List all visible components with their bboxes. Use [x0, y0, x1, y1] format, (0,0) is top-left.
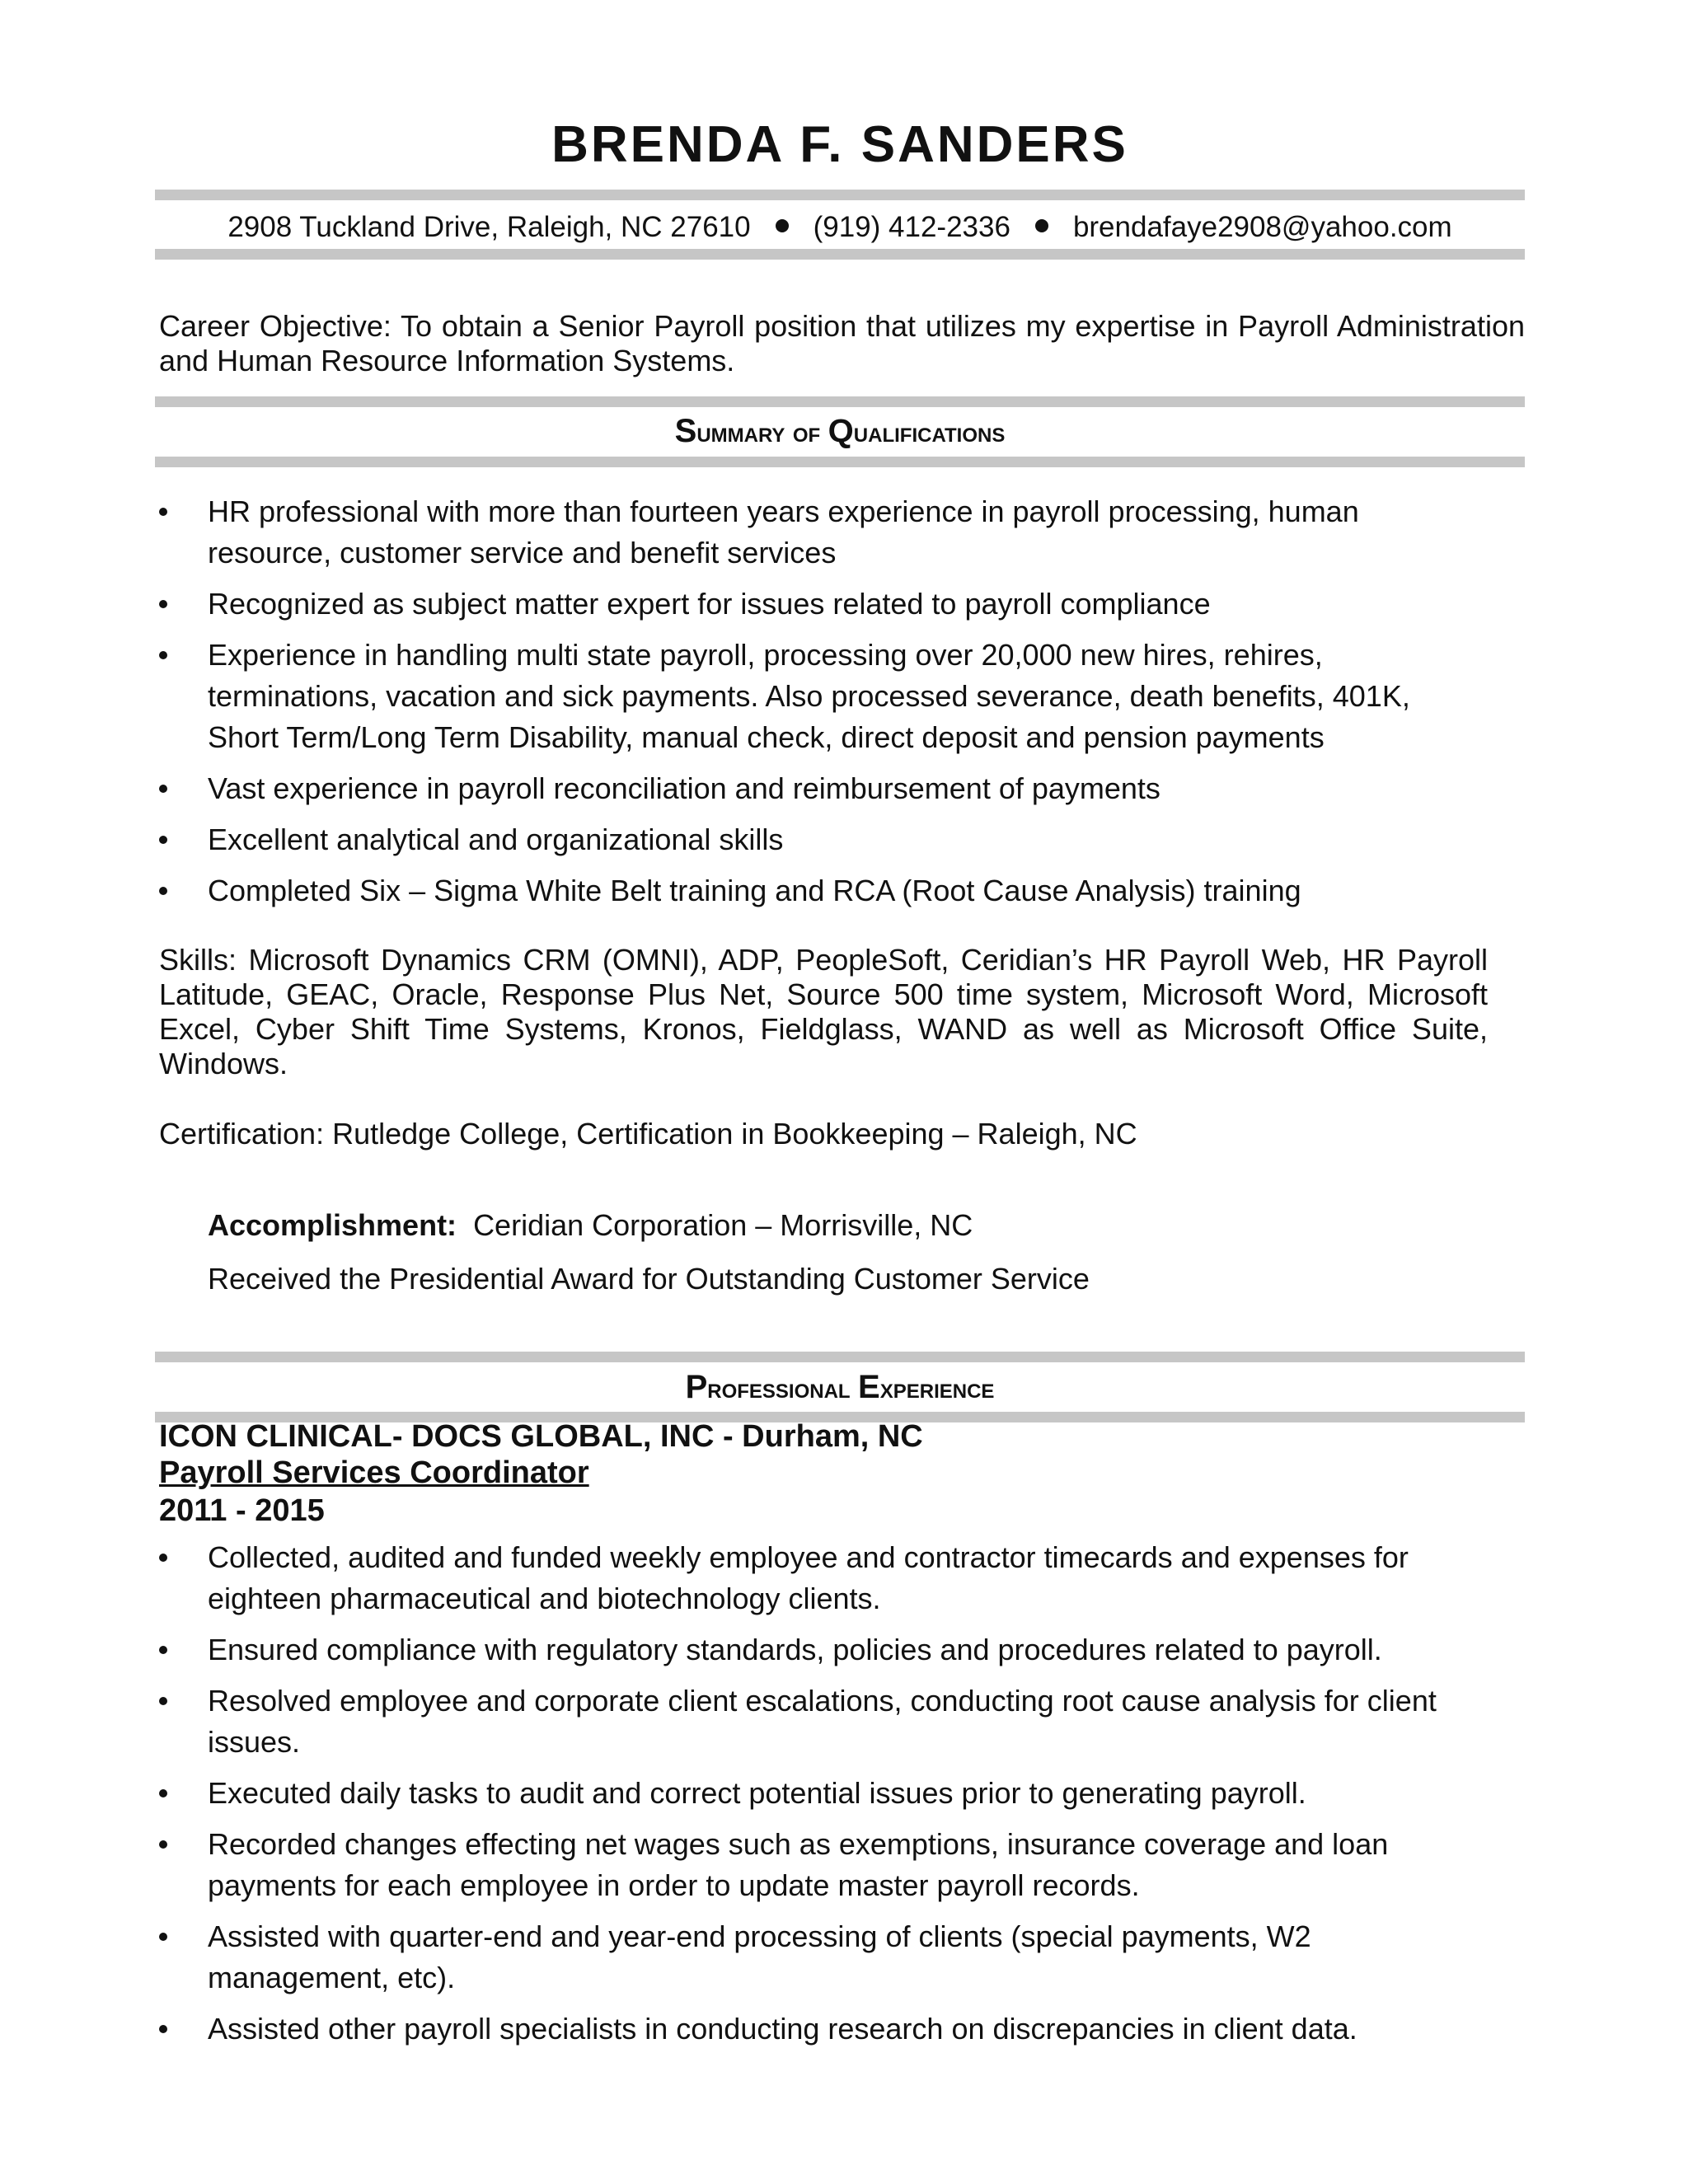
accomplishment-label: Accomplishment: — [208, 1208, 457, 1242]
list-item: HR professional with more than fourteen years experience in payroll processing, human resource, customer service and benefit services — [0, 491, 1688, 574]
accomplishment-org: Ceridian Corporation – Morrisville, NC — [473, 1208, 973, 1242]
candidate-name: BRENDA F. SANDERS — [551, 116, 1128, 173]
bullet-icon — [159, 600, 167, 608]
divider-bar — [155, 457, 1525, 467]
list-item: Assisted other payroll specialists in conducting research on discrepancies in client data. — [0, 2008, 1688, 2050]
certification: Certification: Rutledge College, Certification in Bookkeeping – Raleigh, NC — [159, 1117, 1137, 1151]
divider-bar — [155, 249, 1525, 260]
list-item: Experience in handling multi state payroll, processing over 20,000 new hires, rehires, terminations, vacation and sick payments. Also processed severance, death benefits, 401K, Short Term/Long Term Disability, manual check, direct deposit and pension payments — [0, 635, 1688, 758]
bullet-icon — [159, 1554, 167, 1562]
list-item: Resolved employee and corporate client escalations, conducting root cause analysis for client issues. — [0, 1680, 1688, 1763]
experience-list — [0, 1537, 1688, 2050]
list-item: Excellent analytical and organizational skills — [0, 819, 1688, 860]
bullet-icon — [159, 1646, 167, 1654]
bullet-icon — [159, 2025, 167, 2033]
list-item: Completed Six – Sigma White Belt training and RCA (Root Cause Analysis) training — [0, 870, 1688, 912]
bullet-icon — [159, 785, 167, 793]
bullet-icon — [159, 651, 167, 659]
bullet-icon — [159, 1933, 167, 1941]
divider-bar — [155, 190, 1525, 200]
bullet-icon — [159, 1840, 167, 1849]
bullet-dot-icon — [1035, 219, 1048, 232]
bullet-icon — [159, 836, 167, 844]
phone: (919) 412-2336 — [813, 211, 1010, 243]
list-item: Recorded changes effecting net wages such as exemptions, insurance coverage and loan payments for each employee in order to update master payroll records. — [0, 1824, 1688, 1906]
bullet-icon — [159, 508, 167, 516]
section-title-summary: Summary of Qualifications — [674, 413, 1006, 449]
job-dates: 2011 - 2015 — [159, 1493, 325, 1528]
summary-list — [0, 491, 1688, 912]
section-title-experience: Professional Experience — [685, 1369, 995, 1405]
bullet-icon — [159, 1697, 167, 1705]
bullet-dot-icon — [776, 219, 789, 232]
career-objective: Career Objective: To obtain a Senior Payroll position that utilizes my expertise in Payroll Administration and Human Resource Information Systems. — [159, 309, 1525, 377]
bullet-icon — [159, 887, 167, 895]
divider-bar — [155, 1352, 1525, 1362]
list-item: Assisted with quarter-end and year-end processing of clients (special payments, W2 management, etc). — [0, 1916, 1688, 1999]
job-position: Payroll Services Coordinator — [159, 1455, 589, 1490]
list-item: Vast experience in payroll reconciliation and reimbursement of payments — [0, 768, 1688, 809]
skills-paragraph: Skills: Microsoft Dynamics CRM (OMNI), ADP, PeopleSoft, Ceridian’s HR Payroll Web, HR Payroll Latitude, GEAC, Oracle, Response Plus Net, Source 500 time system, Microsoft Word, Microsoft Excel, Cyber Shift Time Systems, Kronos, Fieldglass, WAND as well as Microsoft Office Suite, Windows. — [159, 943, 1488, 1080]
address: 2908 Tuckland Drive, Raleigh, NC 27610 — [227, 211, 751, 243]
list-item: Recognized as subject matter expert for issues related to payroll compliance — [0, 583, 1688, 625]
contact-line — [155, 206, 1525, 249]
list-item: Executed daily tasks to audit and correct potential issues prior to generating payroll. — [0, 1773, 1688, 1814]
job-company: ICON CLINICAL- DOCS GLOBAL, INC - Durham, NC — [159, 1419, 923, 1454]
list-item: Ensured compliance with regulatory standards, policies and procedures related to payroll. — [0, 1629, 1688, 1671]
accomplishment-line — [208, 1205, 973, 1246]
divider-bar — [155, 396, 1525, 407]
email: brendafaye2908@yahoo.com — [1072, 211, 1452, 243]
bullet-icon — [159, 1789, 167, 1797]
list-item: Collected, audited and funded weekly employee and contractor timecards and expenses for eighteen pharmaceutical and biotechnology clients. — [0, 1537, 1688, 1619]
accomplishment-detail: Received the Presidential Award for Outstanding Customer Service — [208, 1262, 1090, 1296]
